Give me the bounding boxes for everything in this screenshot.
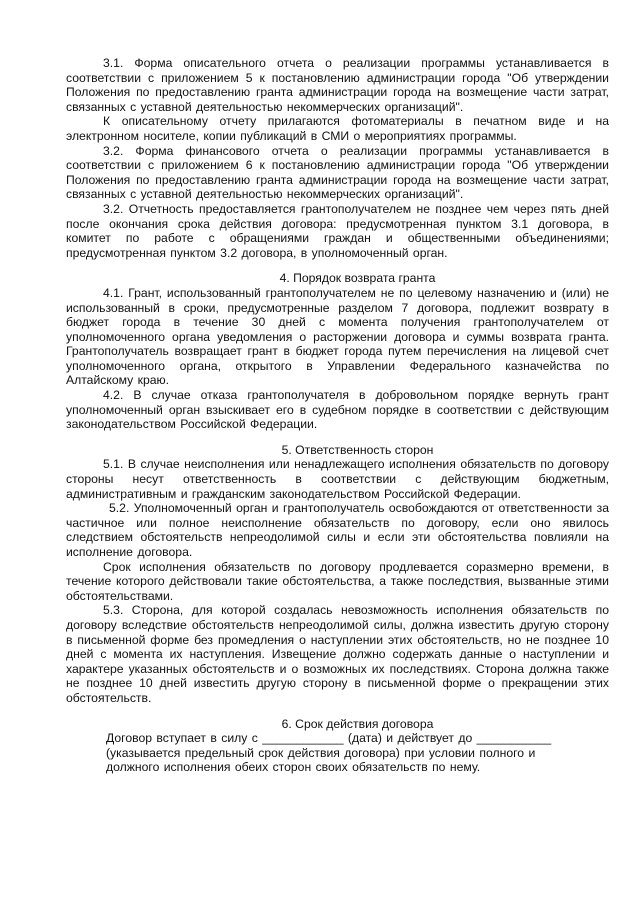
section-4-title: 4. Порядок возврата гранта [279,271,436,286]
paragraph-5-1: 5.1. В случае неисполнения или ненадлежащего исполнения обязательств по договору стороны несут ответственность в соответствии с действующим бюджетным, административным и гражданским законодательством Российской Федерации. [66,457,609,501]
contract-term-line-2: (указывается предельный срок действия договора) при условии полного и [106,745,536,760]
contract-term-line-3: должного исполнения обеих сторон своих обязательств по нему. [106,760,481,775]
document-page [66,56,609,775]
paragraph-5-3: 5.3. Сторона, для которой создалась невозможность исполнения обязательств по договору вследствие обстоятельств непреодолимой силы, должна известить другую сторону в письменной форме без промедления о наступлении этих обстоятельств, но не позднее 10 дней с момента их наступления. Извещение должно содержать данные о наступлении и характере указанных обстоятельств и о возможных их последствиях. Сторона должна также не позднее 10 дней известить другую сторону в письменной форме о прекращении этих обстоятельств. [66,603,609,705]
section-6-title: 6. Срок действия договора [281,716,434,731]
paragraph-5-2: 5.2. Уполномоченный орган и грантополучатель освобождаются от ответственности за частичное или полное неисполнение обязательств по договору, если оно явилось следствием обстоятельств непреодолимой силы и если эти обстоятельства повлияли на исполнение договора. [66,501,609,559]
paragraph-4-2: 4.2. В случае отказа грантополучателя в добровольном порядке вернуть грант уполномоченный орган взыскивает его в судебном порядке в соответствии с действующим законодательством Российской Федерации. [66,388,609,432]
section-5-title: 5. Ответственность сторон [281,442,434,457]
paragraph-descriptive-attachments: К описательному отчету прилагаются фотоматериалы в печатном виде и на электронном носителе, копии публикаций в СМИ о мероприятиях программы. [66,114,609,143]
contract-term-line-1: Договор вступает в силу с ____________ (дата) и действует до ___________ [106,731,552,746]
paragraph-3-2-financial-report: 3.2. Форма финансового отчета о реализации программы устанавливается в соответствии с приложением 6 к постановлению администрации города "Об утверждении Положения по предоставлению гранта администрации города на возмещение части затрат, связанных с уставной деятельностью некоммерческих организаций". [66,143,609,202]
paragraph-4-1: 4.1. Грант, использованный грантополучателем не по целевому назначению и (или) не использованный в сроки, предусмотренные разделом 7 договора, подлежит возврату в бюджет города в течение 30 дней с момента получения грантополучателем от уполномоченного органа уведомления о расторжении договора и суммы возврата гранта. Грантополучатель возвращает грант в бюджет города путем перечисления на лицевой счет уполномоченного органа, открытого в Управлении Федерального казначейства по Алтайскому краю. [66,285,609,388]
paragraph-force-majeure-extension: Срок исполнения обязательств по договору продлевается соразмерно времени, в течение которого действовали такие обстоятельства, а также последствия, вызванные этими обстоятельствами. [66,559,609,603]
paragraph-3-2-reporting-deadline: 3.2. Отчетность предоставляется грантополучателем не позднее чем через пять дней после окончания срока действия договора: предусмотренная пунктом 3.1 договора, в комитет по работе с обращениями граждан и общественными объединениями; предусмотренная пунктом 3.2 договора, в уполномоченный орган. [66,201,609,260]
paragraph-3-1: 3.1. Форма описательного отчета о реализации программы устанавливается в соответствии с приложением 5 к постановлению администрации города "Об утверждении Положения по предоставлению гранта администрации города на возмещение части затрат, связанных с уставной деятельностью некоммерческих организаций". [66,56,609,114]
